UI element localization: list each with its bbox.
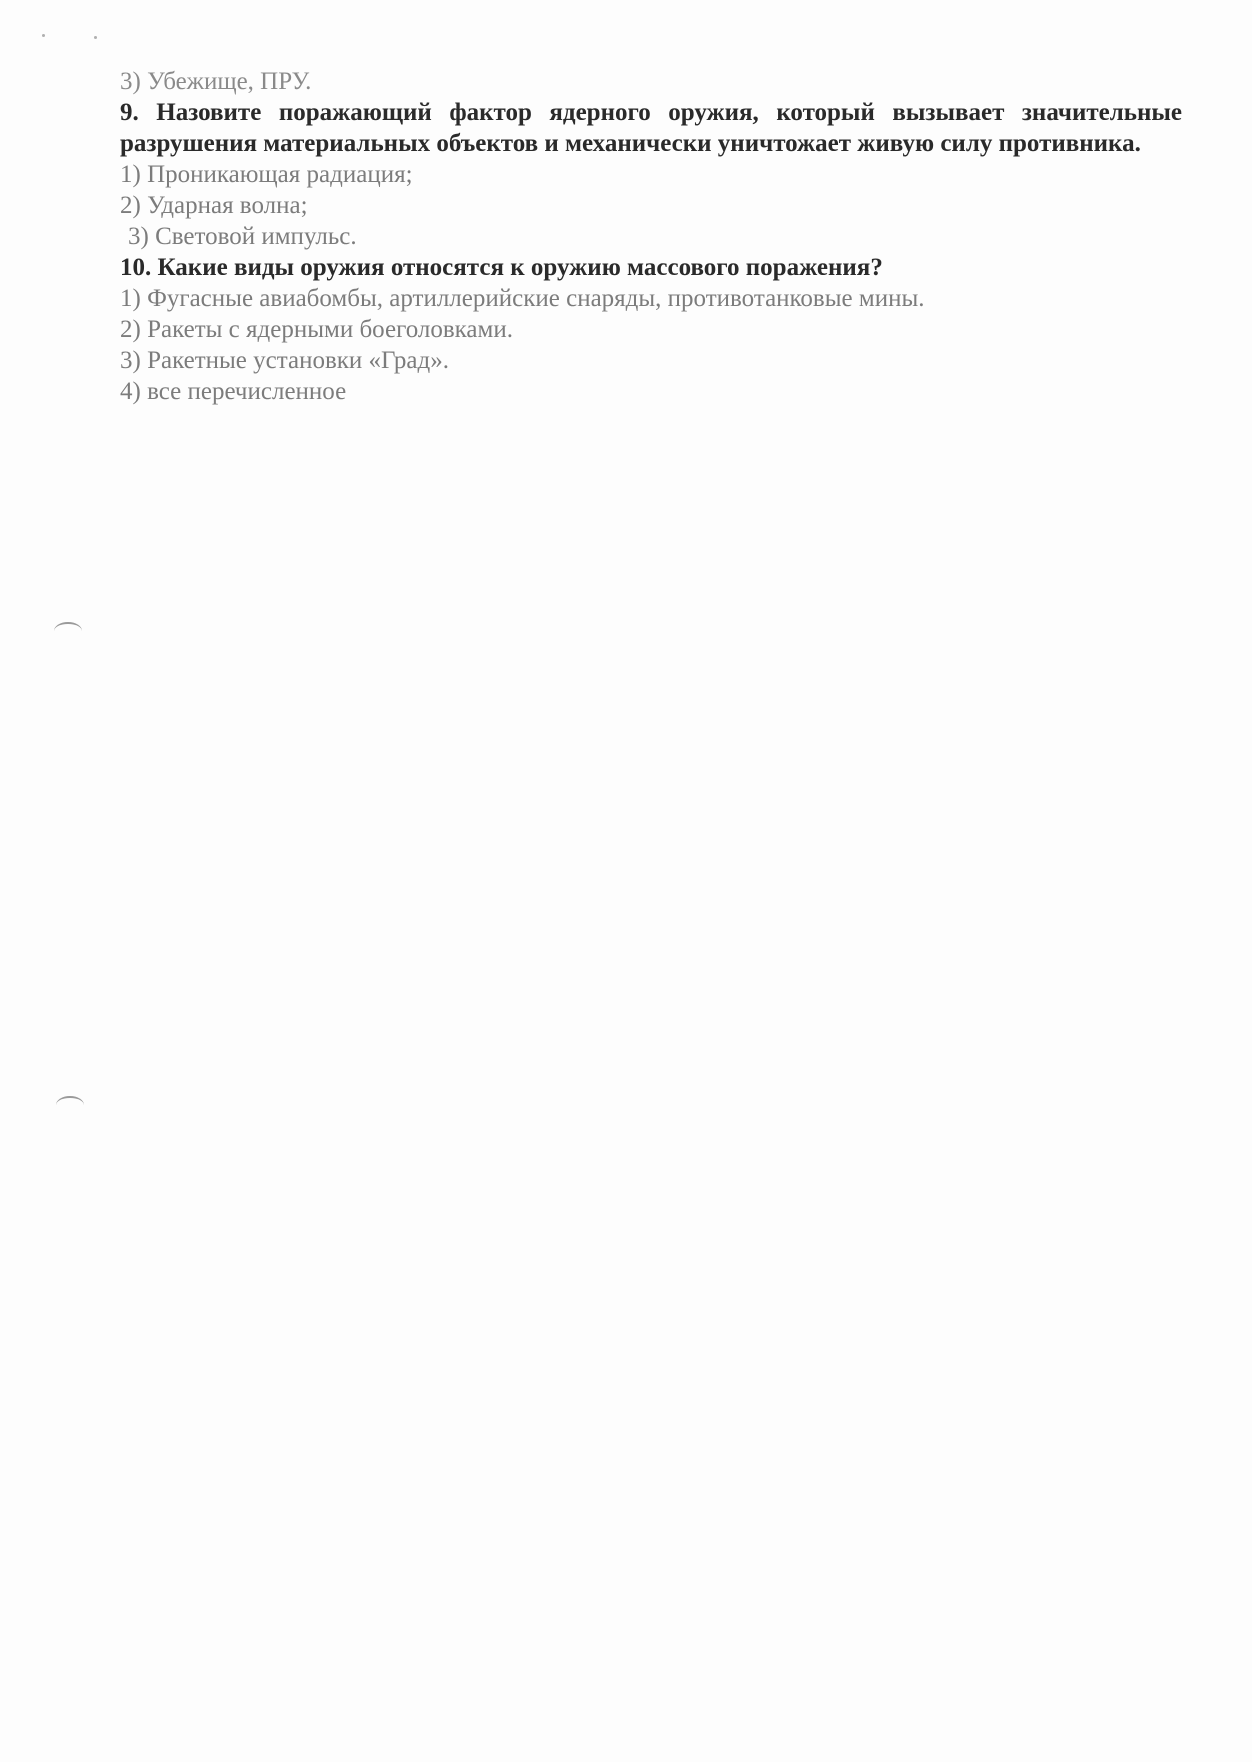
scan-speck <box>42 34 45 37</box>
q10-answer-2: 2) Ракеты с ядерными боеголовками. <box>120 316 513 343</box>
question-9: 9. Назовите поражающий фактор ядерного оружия, который вызывает значительные разрушения материальных объектов и механически уничтожает живую силу противника. <box>120 99 1182 157</box>
q10-answer-3: 3) Ракетные установки «Град». <box>120 347 449 374</box>
q9-answer-1: 1) Проникающая радиация; <box>120 161 413 188</box>
q10-answer-4: 4) все перечисленное <box>120 378 347 405</box>
question-10: 10. Какие виды оружия относятся к оружию массового поражения? <box>120 254 883 281</box>
scan-speck <box>94 36 97 39</box>
q9-answer-3: 3) Световой импульс. <box>128 223 357 250</box>
q9-answer-2: 2) Ударная волна; <box>120 192 308 219</box>
punch-hole-mark <box>56 1096 84 1114</box>
previous-answer-line: 3) Убежище, ПРУ. <box>120 68 312 95</box>
q10-answer-1: 1) Фугасные авиабомбы, артиллерийские снаряды, противотанковые мины. <box>120 285 925 312</box>
document-body <box>120 66 1182 407</box>
punch-hole-mark <box>54 622 82 640</box>
